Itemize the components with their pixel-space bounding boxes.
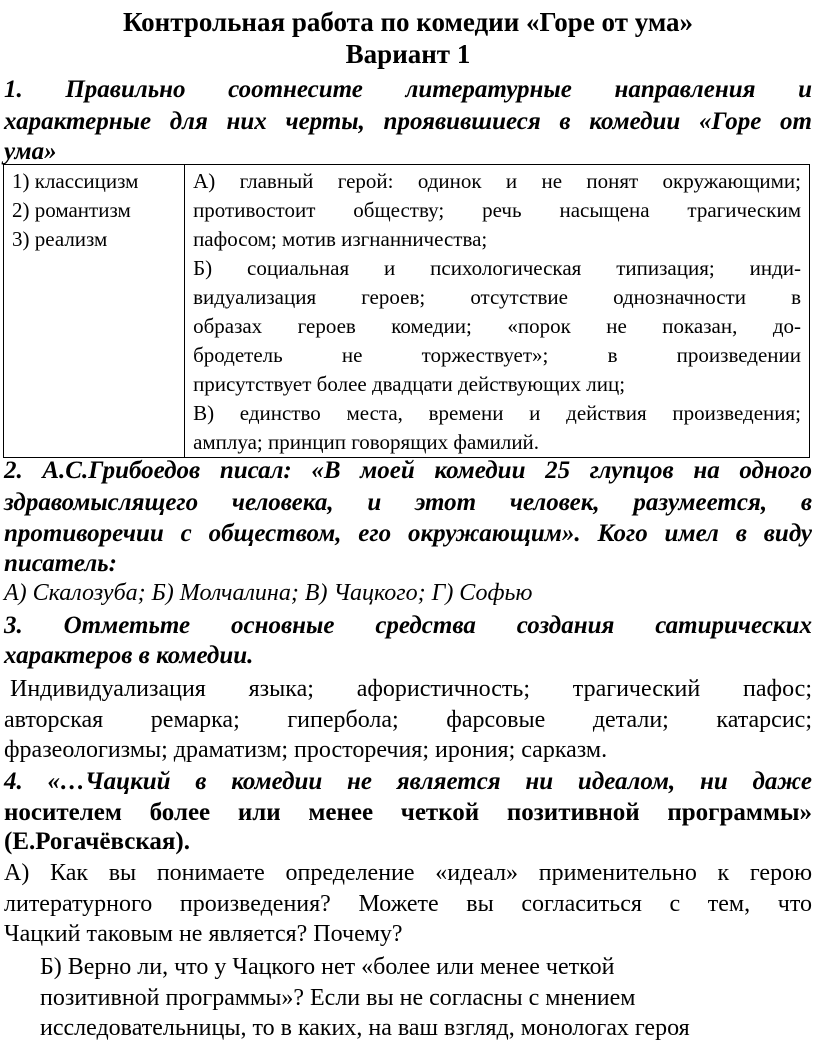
direction-item: 2) романтизм [12,198,131,222]
trait-c-line: В) единство места, времени и действия произведения; [193,401,801,425]
direction-item: 1) классицизм [12,169,139,193]
q3-answer-line-1: Индивидуализация языка; афористичность; трагический пафос; [10,676,812,702]
q2-line-3: противоречии с обществом, его окружающим». Кого имел в виду [4,520,812,547]
matching-table [3,164,810,458]
q2-line-4: писатель: [4,550,117,577]
trait-b-line: Б) социальная и психологическая типизация; инди- [193,256,801,280]
trait-b-line: видуализация героев; отсутствие однозначности в [193,285,801,309]
q3-line-2: характеров в комедии. [4,642,254,669]
trait-a-line: А) главный герой: одинок и не понят окружающими; [193,169,801,193]
variant-heading: Вариант 1 [345,39,471,69]
q4-line-2: носителем более или менее четкой позитивной программы» [4,799,812,826]
q4-part-a-line-3: Чацкий таковым не является? Почему? [4,921,403,947]
directions-cell [4,165,185,458]
q4-part-b-line-1: Б) Верно ли, что у Чацкого нет «более или менее четкой [40,954,615,980]
q4-line-3: (Е.Рогачёвская). [4,828,190,855]
q3-answer-line-2: авторская ремарка; гипербола; фарсовые детали; катарсис; [4,707,812,733]
document-title: Контрольная работа по комедии «Горе от ума» [122,7,694,37]
trait-a-line: противостоит обществу; речь насыщена трагическим [193,198,801,222]
q4-part-a-line-1: А) Как вы понимаете определение «идеал» применительно к герою [4,860,812,886]
q3-line-1: 3. Отметьте основные средства создания сатирических [4,612,812,639]
q1-line-3: ума» [4,138,57,165]
q2-line-2: здравомыслящего человека, и этот человек, разумеется, в [4,489,812,516]
q4-part-b-line-3: исследовательницы, то в каких, на ваш взгляд, монологах героя [40,1015,690,1041]
trait-c-line: амплуа; принцип говорящих фамилий. [193,430,540,454]
trait-a-line: пафосом; мотив изгнанничества; [193,227,488,251]
trait-b-line: образах героев комедии; «порок не показан, до- [193,314,801,338]
trait-b-line: присутствует более двадцати действующих лиц; [193,372,626,396]
q1-line-1: 1. Правильно соотнесите литературные направления и [4,76,812,103]
q4-part-b-line-2: позитивной программы»? Если вы не согласны с мнением [40,985,636,1011]
trait-b-line: бродетель не торжествует»; в произведении [193,343,801,367]
q2-line-1: 2. А.С.Грибоедов писал: «В моей комедии 25 глупцов на одного [4,457,812,484]
q3-answer-line-3: фразеологизмы; драматизм; просторечия; ирония; сарказм. [4,737,608,763]
q4-line-1: 4. «…Чацкий в комедии не является ни идеалом, ни даже [4,768,812,795]
q4-part-a-line-2: литературного произведения? Можете вы согласиться с тем, что [4,891,812,917]
q1-line-2: характерные для них черты, проявившиеся в комедии «Горе от [4,108,812,135]
direction-item: 3) реализм [12,227,108,251]
q2-options: А) Скалозуба; Б) Молчалина; В) Чацкого; Г) Софью [4,580,533,606]
traits-cell [185,165,810,458]
